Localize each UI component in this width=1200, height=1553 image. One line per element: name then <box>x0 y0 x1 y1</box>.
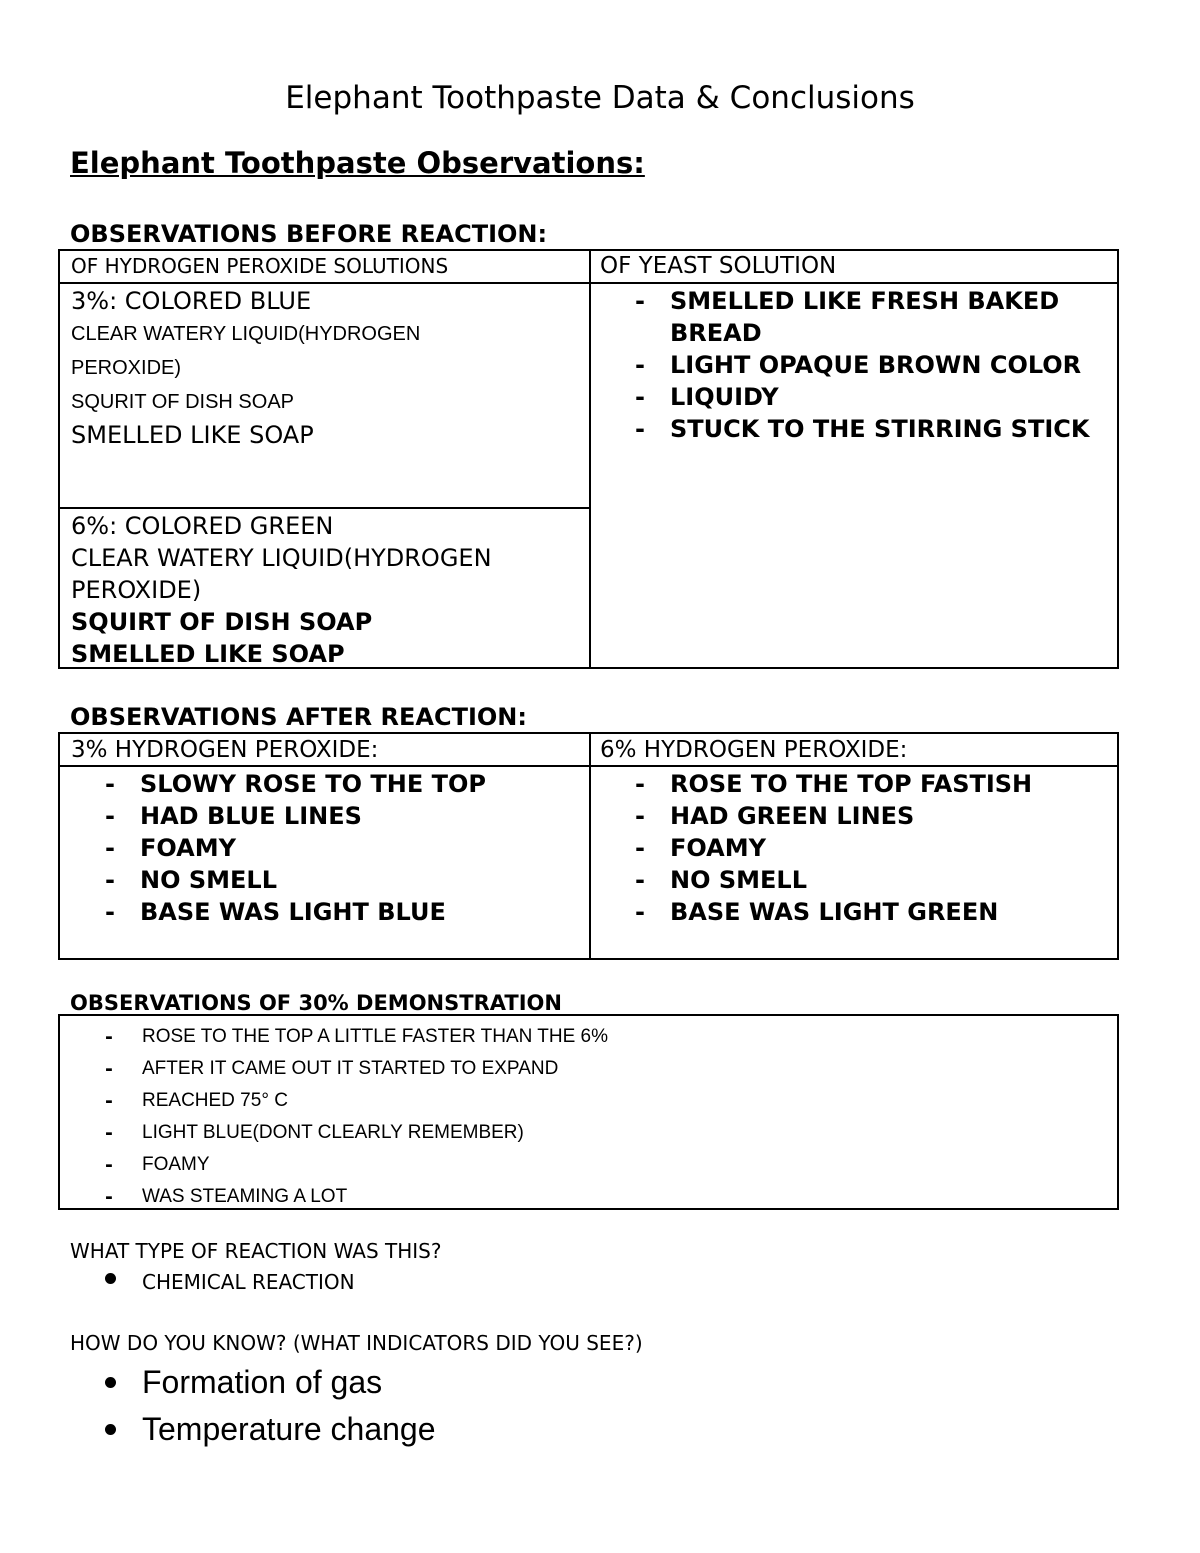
pct6-cell <box>71 510 581 670</box>
reaction-type-answer-item <box>105 1268 705 1298</box>
list-item: - FOAMY <box>105 1154 210 1176</box>
list-item: - FOAMY <box>105 834 236 862</box>
reaction-type-question: WHAT TYPE OF REACTION WAS THIS? <box>70 1239 442 1263</box>
before-reaction-table <box>58 249 1119 669</box>
indicators-question: HOW DO YOU KNOW? (WHAT INDICATORS DID YOU SEE?) <box>70 1331 643 1355</box>
list-item: - ROSE TO THE TOP FASTISH <box>635 770 1033 798</box>
pct3-liquid-cont: PEROXIDE) <box>71 357 182 379</box>
list-item: - ROSE TO THE TOP A LITTLE FASTER THAN THE 6% <box>105 1026 609 1048</box>
indicator-item <box>105 1408 805 1452</box>
list-item: - REACHED 75° C <box>105 1090 288 1112</box>
yeast-cell <box>635 285 1105 445</box>
indicator-text: Temperature change <box>142 1411 436 1447</box>
bullet-icon <box>105 1273 116 1284</box>
pct3-after-list <box>105 768 585 928</box>
before-reaction-heading: OBSERVATIONS BEFORE REACTION: <box>70 220 548 248</box>
bullet-icon <box>105 1424 116 1435</box>
list-item: - HAD GREEN LINES <box>635 802 915 830</box>
pct3-after-cell <box>105 768 585 928</box>
indicator-item <box>105 1361 805 1405</box>
list-item: - HAD BLUE LINES <box>105 802 362 830</box>
list-item: - LIGHT OPAQUE BROWN COLOR <box>635 351 1082 379</box>
pct6-smell: SMELLED LIKE SOAP <box>71 640 345 668</box>
pct6-color: 6%: COLORED GREEN <box>71 512 334 540</box>
list-item: - BASE WAS LIGHT GREEN <box>635 898 999 926</box>
bullet-icon <box>105 1377 116 1388</box>
list-item: - LIQUIDY <box>635 383 779 411</box>
list-item: - LIGHT BLUE(DONT CLEARLY REMEMBER) <box>105 1122 524 1144</box>
pct6-soap: SQUIRT OF DISH SOAP <box>71 608 373 636</box>
yeast-column-header: OF YEAST SOLUTION <box>600 253 837 279</box>
pct6-after-cell <box>635 768 1115 928</box>
demo-heading: OBSERVATIONS OF 30% DEMONSTRATION <box>70 991 562 1015</box>
list-item: - AFTER IT CAME OUT IT STARTED TO EXPAND <box>105 1058 559 1080</box>
list-item: - SMELLED LIKE FRESH BAKED BREAD <box>635 287 1060 347</box>
pct3-soap: SQURIT OF DISH SOAP <box>71 391 294 413</box>
demo-table <box>58 1014 1119 1210</box>
pct3-liquid: CLEAR WATERY LIQUID(HYDROGEN <box>71 323 421 345</box>
observations-heading: Elephant Toothpaste Observations: <box>70 146 645 180</box>
pct3-cell <box>71 285 581 451</box>
pct6-liquid-cont: PEROXIDE) <box>71 576 202 604</box>
indicator-text: Formation of gas <box>142 1364 383 1400</box>
demo-cell <box>105 1021 1095 1213</box>
list-item: - STUCK TO THE STIRRING STICK <box>635 415 1090 443</box>
list-item: - BASE WAS LIGHT BLUE <box>105 898 446 926</box>
list-item: - WAS STEAMING A LOT <box>105 1186 348 1208</box>
pct6-after-list <box>635 768 1115 928</box>
reaction-type-answer: CHEMICAL REACTION <box>142 1270 355 1294</box>
pct3-color: 3%: COLORED BLUE <box>71 287 312 315</box>
pct6-liquid: CLEAR WATERY LIQUID(HYDROGEN <box>71 544 492 572</box>
list-item: - SLOWY ROSE TO THE TOP <box>105 770 486 798</box>
list-item: - NO SMELL <box>635 866 807 894</box>
after-reaction-heading: OBSERVATIONS AFTER REACTION: <box>70 703 527 731</box>
pct3-smell: SMELLED LIKE SOAP <box>71 421 314 449</box>
yeast-list <box>635 285 1105 445</box>
pct6-after-header: 6% HYDROGEN PEROXIDE: <box>600 737 908 763</box>
hydrogen-peroxide-column-header: OF HYDROGEN PEROXIDE SOLUTIONS <box>71 254 449 278</box>
pct3-after-header: 3% HYDROGEN PEROXIDE: <box>71 737 379 763</box>
after-reaction-table <box>58 732 1119 960</box>
list-item: - FOAMY <box>635 834 766 862</box>
demo-list <box>105 1021 1095 1213</box>
document-title: Elephant Toothpaste Data & Conclusions <box>285 80 915 116</box>
list-item: - NO SMELL <box>105 866 277 894</box>
